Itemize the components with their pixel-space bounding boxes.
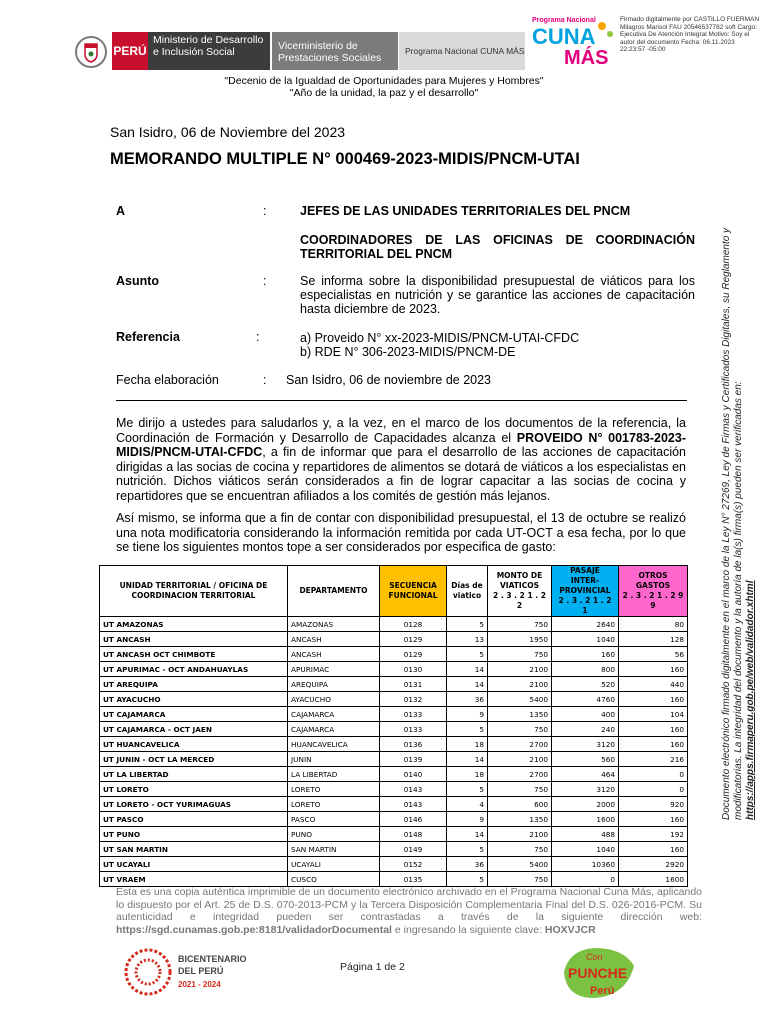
table-cell: 0136 xyxy=(380,737,447,752)
table-cell: 750 xyxy=(488,842,552,857)
table-cell: 104 xyxy=(619,707,688,722)
table-cell: ANCASH xyxy=(288,647,380,662)
table-cell: 216 xyxy=(619,752,688,767)
asunto-label: Asunto xyxy=(116,274,160,288)
table-cell: 10360 xyxy=(552,857,619,872)
table-cell: 2100 xyxy=(488,662,552,677)
table-cell: 750 xyxy=(488,647,552,662)
table-cell: 0 xyxy=(619,767,688,782)
puche-peru-text: Perú xyxy=(590,985,615,997)
divider xyxy=(116,400,687,401)
fecha-colon: : xyxy=(263,373,267,387)
table-cell: 5400 xyxy=(488,692,552,707)
side-verification-text-a: Documento electrónico firmado digitalmente en el marco de la Ley N° 27269, Ley de Firmas y Certificados Digitales, su Reglamento y modificatorias. La integridad del documento y la autoría de la(s) firma(s) pueden ser verificadas en: xyxy=(721,227,744,820)
referencia-a: a) Proveido N° xx-2023-MIDIS/PNCM-UTAI-CFDC xyxy=(300,331,580,345)
table-cell: 5 xyxy=(447,842,488,857)
table-cell: UT CAJAMARCA - OCT JAEN xyxy=(100,722,288,737)
table-cell: 1350 xyxy=(488,707,552,722)
paragraph-1-proveido: PROVEIDO N° 001783-2023-MIDIS/PNCM-UTAI-CFDC xyxy=(116,430,686,460)
page-number: Página 1 de 2 xyxy=(340,961,405,973)
years-text: 2021 - 2024 xyxy=(178,980,221,989)
table-cell: 2000 xyxy=(552,797,619,812)
table-cell: 160 xyxy=(619,662,688,677)
table-cell: PUNO xyxy=(288,827,380,842)
header-monto xyxy=(488,566,552,617)
table-cell: UT SAN MARTIN xyxy=(100,842,288,857)
table-cell: UT LORETO xyxy=(100,782,288,797)
table-cell: 3120 xyxy=(552,737,619,752)
table-cell: UT HUANCAVELICA xyxy=(100,737,288,752)
table-row xyxy=(100,632,688,647)
paragraph-2: Así mismo, se informa que a fin de contar con disponibilidad presupuestal, el 13 de octubre se realizó una nota modificatoria considerando la información remitida por cada UT-OCT a esa fecha, por lo que se tiene los siguientes montos tope a ser considerados por especifica de gasto: xyxy=(116,511,686,555)
table-cell: 240 xyxy=(552,722,619,737)
asunto-colon: : xyxy=(263,274,267,288)
paragraph-1 xyxy=(116,416,686,504)
table-cell: JUNIN xyxy=(288,752,380,767)
budget-table xyxy=(99,565,688,887)
table-cell: 80 xyxy=(619,617,688,632)
table-cell: 0135 xyxy=(380,872,447,887)
decenio-line1: "Decenio de la Igualdad de Oportunidades para Mujeres y Hombres" xyxy=(224,75,544,87)
table-cell: UT AMAZONAS xyxy=(100,617,288,632)
paragraph-1-text-a: Me dirijo a ustedes para saludarlos y, a la vez, en el marco de los documentos de la referencia, la Coordinación de Formación y Desarrollo de Capacidades alcanza el xyxy=(116,416,686,445)
table-cell: 4760 xyxy=(552,692,619,707)
table-cell: 160 xyxy=(619,812,688,827)
table-row xyxy=(100,737,688,752)
cuna-top-text: Programa Nacional xyxy=(532,17,596,24)
footer-note-text: Esta es una copia auténtica imprimible de un documento electrónico archivado en el Programa Nacional Cuna Más, aplicando lo dispuesto por el Art. 25 de D.S. 070-2013-PCM y la Tercera Disposición Complementaria Final del D.S. 026-2016-PCM. Su autenticidad e integridad pueden ser contrastadas a través de la siguiente dirección web: xyxy=(116,886,703,923)
table-cell: 520 xyxy=(552,677,619,692)
header-secuencia: SECUENCIA FUNCIONAL xyxy=(380,566,447,617)
program-label: Programa Nacional CUNA MÁS xyxy=(399,32,525,70)
table-row xyxy=(100,707,688,722)
table-cell: UT PASCO xyxy=(100,812,288,827)
table-cell: UT ANCASH xyxy=(100,632,288,647)
table-cell: 192 xyxy=(619,827,688,842)
table-cell: PASCO xyxy=(288,812,380,827)
table-cell: 0 xyxy=(619,782,688,797)
table-cell: 14 xyxy=(447,662,488,677)
referencia-label: Referencia xyxy=(116,330,180,344)
table-cell: 0129 xyxy=(380,647,447,662)
validator-link[interactable]: https://sgd.cunamas.gob.pe:8181/validadorDocumental xyxy=(116,923,392,936)
table-cell: AYACUCHO xyxy=(288,692,380,707)
table-row xyxy=(100,857,688,872)
table-cell: UT JUNIN - OCT LA MERCED xyxy=(100,752,288,767)
table-cell: 160 xyxy=(619,722,688,737)
header-otros-code: 2 . 3 . 2 1 . 2 9 9 xyxy=(622,591,684,610)
table-cell: 0129 xyxy=(380,632,447,647)
table-cell: 0143 xyxy=(380,782,447,797)
peru-label: PERÚ xyxy=(112,32,148,70)
table-cell: HUANCAVELICA xyxy=(288,737,380,752)
table-cell: 2100 xyxy=(488,752,552,767)
table-cell: 56 xyxy=(619,647,688,662)
header-dias: Días de viatico xyxy=(447,566,488,617)
vice-ministry-label: Viceministerio de Prestaciones Sociales xyxy=(272,32,398,70)
header-unidad: UNIDAD TERRITORIAL / OFICINA DE COORDINACION TERRITORIAL xyxy=(100,566,288,617)
table-cell: 5 xyxy=(447,617,488,632)
table-cell: 9 xyxy=(447,812,488,827)
table-cell: UCAYALI xyxy=(288,857,380,872)
table-cell: 13 xyxy=(447,632,488,647)
table-row xyxy=(100,767,688,782)
table-cell: 1600 xyxy=(552,812,619,827)
table-row xyxy=(100,617,688,632)
header-otros xyxy=(619,566,688,617)
table-cell: 750 xyxy=(488,782,552,797)
table-cell: 750 xyxy=(488,722,552,737)
con-punche-peru-logo xyxy=(554,942,644,1002)
table-cell: UT VRAEM xyxy=(100,872,288,887)
table-cell: 0143 xyxy=(380,797,447,812)
table-cell: 9 xyxy=(447,707,488,722)
table-cell: 488 xyxy=(552,827,619,842)
header-departamento: DEPARTAMENTO xyxy=(288,566,380,617)
table-cell: UT ANCASH OCT CHIMBOTE xyxy=(100,647,288,662)
fecha-value: San Isidro, 06 de noviembre de 2023 xyxy=(286,373,491,387)
table-cell: 1040 xyxy=(552,842,619,857)
table-cell: 2700 xyxy=(488,737,552,752)
table-cell: UT UCAYALI xyxy=(100,857,288,872)
table-cell: 4 xyxy=(447,797,488,812)
table-cell: 0152 xyxy=(380,857,447,872)
table-cell: UT LORETO - OCT YURIMAGUAS xyxy=(100,797,288,812)
table-cell: 5 xyxy=(447,647,488,662)
table-cell: 1040 xyxy=(552,632,619,647)
puche-con-text: Con xyxy=(586,952,603,962)
table-cell: 0 xyxy=(552,872,619,887)
table-row xyxy=(100,662,688,677)
table-cell: 160 xyxy=(619,842,688,857)
referencia-colon: : xyxy=(256,330,260,344)
table-cell: 1350 xyxy=(488,812,552,827)
table-cell: 3120 xyxy=(552,782,619,797)
table-row xyxy=(100,692,688,707)
table-cell: AREQUIPA xyxy=(288,677,380,692)
table-cell: UT AREQUIPA xyxy=(100,677,288,692)
table-cell: 36 xyxy=(447,857,488,872)
table-cell: ANCASH xyxy=(288,632,380,647)
table-cell: 0132 xyxy=(380,692,447,707)
header-monto-label: MONTO DE VIATICOS xyxy=(496,571,543,590)
a-colon: : xyxy=(263,204,267,218)
footer-note-text-b: e ingresando la siguiente clave: xyxy=(391,923,545,936)
table-row xyxy=(100,782,688,797)
table-row xyxy=(100,797,688,812)
table-cell: UT LA LIBERTAD xyxy=(100,767,288,782)
table-cell: 0139 xyxy=(380,752,447,767)
header-pasaje-code: 2 . 3 . 2 1 . 2 1 xyxy=(558,596,612,615)
a-label: A xyxy=(116,204,126,218)
table-cell: 400 xyxy=(552,707,619,722)
table-cell: 5400 xyxy=(488,857,552,872)
side-verification-text xyxy=(721,220,757,820)
header-otros-label: OTROS GASTOS xyxy=(635,571,671,590)
table-row xyxy=(100,752,688,767)
table-cell: UT AYACUCHO xyxy=(100,692,288,707)
del-peru-text: DEL PERÚ xyxy=(178,966,224,976)
footer-note xyxy=(116,886,702,936)
table-cell: UT APURIMAC - OCT ANDAHUAYLAS xyxy=(100,662,288,677)
table-row xyxy=(100,647,688,662)
cuna-name-text: CUNA xyxy=(532,24,596,49)
bicentenario-logo xyxy=(120,942,280,1002)
table-cell: 0140 xyxy=(380,767,447,782)
table-cell: 14 xyxy=(447,827,488,842)
header-monto-code: 2 . 3 . 2 1 . 2 2 xyxy=(493,591,546,610)
validator-key: HOXVJCR xyxy=(544,923,596,936)
table-row xyxy=(100,872,688,887)
table-cell: 0131 xyxy=(380,677,447,692)
peru-coat-of-arms-icon xyxy=(72,34,110,70)
table-cell: 2700 xyxy=(488,767,552,782)
table-cell: 560 xyxy=(552,752,619,767)
table-row xyxy=(100,812,688,827)
table-cell: APURIMAC xyxy=(288,662,380,677)
table-cell: 1600 xyxy=(619,872,688,887)
table-cell: 128 xyxy=(619,632,688,647)
table-cell: 0146 xyxy=(380,812,447,827)
table-cell: 800 xyxy=(552,662,619,677)
table-cell: 0130 xyxy=(380,662,447,677)
table-cell: 18 xyxy=(447,767,488,782)
firmaperu-link[interactable]: https://apps.firmaperu.gob.pe/web/validador.xhtml xyxy=(745,580,756,820)
table-row xyxy=(100,842,688,857)
table-cell: 5 xyxy=(447,722,488,737)
table-cell: 14 xyxy=(447,752,488,767)
table-cell: 160 xyxy=(619,737,688,752)
table-cell: 600 xyxy=(488,797,552,812)
table-cell: 750 xyxy=(488,872,552,887)
puche-text: PUNCHE xyxy=(568,965,628,981)
table-cell: 0128 xyxy=(380,617,447,632)
cuna-mas-logo xyxy=(530,14,618,66)
digital-signature-text: Firmado digitalmente por CASTILLO FUERMAN Milagros Marisol FAU 20546537782 soft Cargo: Ejecutiva De Atención Integral Motivo: Soy el autor del documento Fecha: 06.11.2023 22:23:57 -05:00 xyxy=(620,16,760,53)
table-cell: LORETO xyxy=(288,782,380,797)
table-cell: 2640 xyxy=(552,617,619,632)
table-cell: 920 xyxy=(619,797,688,812)
cuna-mas-text: MÁS xyxy=(564,47,609,66)
ministry-label: Ministerio de Desarrollo e Inclusión Social xyxy=(148,32,270,70)
table-cell: 0148 xyxy=(380,827,447,842)
table-cell: UT CAJAMARCA xyxy=(100,707,288,722)
table-cell: 2100 xyxy=(488,677,552,692)
table-cell: 750 xyxy=(488,617,552,632)
memo-title: MEMORANDO MULTIPLE N° 000469-2023-MIDIS/PNCM-UTAI xyxy=(110,150,580,168)
table-cell: 14 xyxy=(447,677,488,692)
a-value-1: JEFES DE LAS UNIDADES TERRITORIALES DEL PNCM xyxy=(300,204,631,218)
bicentenario-text: BICENTENARIO xyxy=(178,954,247,964)
table-cell: 0133 xyxy=(380,707,447,722)
table-cell: CUSCO xyxy=(288,872,380,887)
table-cell: 36 xyxy=(447,692,488,707)
table-cell: 2920 xyxy=(619,857,688,872)
asunto-value: Se informa sobre la disponibilidad presupuestal de viáticos para los especialistas en nutrición y se garantice las acciones de capacitación hasta diciembre de 2023. xyxy=(300,274,695,316)
table-cell: LORETO xyxy=(288,797,380,812)
header-pasaje xyxy=(552,566,619,617)
table-cell: AMAZONAS xyxy=(288,617,380,632)
header-pasaje-label: PASAJE INTER-PROVINCIAL xyxy=(559,566,611,595)
table-cell: 0149 xyxy=(380,842,447,857)
fecha-label: Fecha elaboración xyxy=(116,373,219,387)
table-cell: 2100 xyxy=(488,827,552,842)
memo-date: San Isidro, 06 de Noviembre del 2023 xyxy=(110,124,346,140)
decenio-line2: "Año de la unidad, la paz y el desarrollo" xyxy=(289,87,479,99)
table-cell: 1950 xyxy=(488,632,552,647)
table-cell: 464 xyxy=(552,767,619,782)
table-cell: 18 xyxy=(447,737,488,752)
table-cell: CAJAMARCA xyxy=(288,707,380,722)
table-row xyxy=(100,722,688,737)
table-cell: CAJAMARCA xyxy=(288,722,380,737)
table-cell: 440 xyxy=(619,677,688,692)
table-cell: 0133 xyxy=(380,722,447,737)
paragraph-1-text-b: , a fin de informar que para el desarrollo de las acciones de capacitación dirigidas a las socias de cocina y repartidores de alimentos se dotará de viáticos a los especialistas en nutrición. Dichos viáticos serán considerados a fin de lograr capacitar a las socias de cocina y repartidores que se encuentran afiliados a los comités de gestión más lejanos. xyxy=(116,445,686,503)
a-value-2: COORDINADORES DE LAS OFICINAS DE COORDINACIÓN TERRITORIAL DEL PNCM xyxy=(300,233,695,261)
table-cell: UT PUNO xyxy=(100,827,288,842)
table-cell: 5 xyxy=(447,872,488,887)
table-cell: 5 xyxy=(447,782,488,797)
table-cell: 160 xyxy=(552,647,619,662)
referencia-b: b) RDE N° 306-2023-MIDIS/PNCM-DE xyxy=(300,345,516,359)
table-row xyxy=(100,677,688,692)
table-cell: LA LIBERTAD xyxy=(288,767,380,782)
table-cell: 160 xyxy=(619,692,688,707)
table-row xyxy=(100,827,688,842)
table-cell: SAN MARTIN xyxy=(288,842,380,857)
